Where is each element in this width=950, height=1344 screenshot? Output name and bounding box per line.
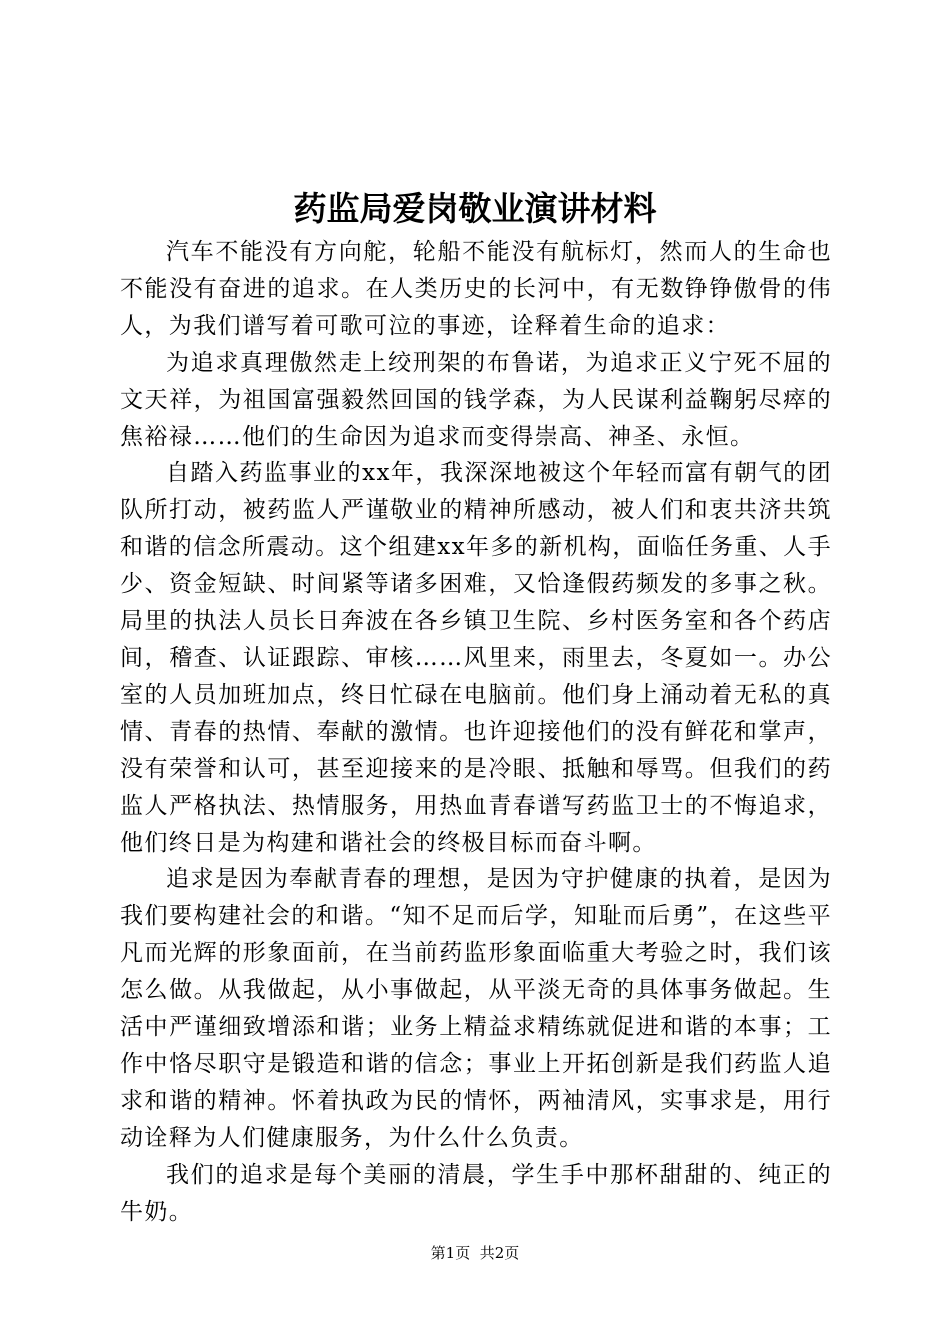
paragraph: 自踏入药监事业的xx年，我深深地被这个年轻而富有朝气的团队所打动，被药监人严谨敬业的精神所感动，被人们和衷共济共筑和谐的信念所震动。这个组建xx年多的新机构，面临任务重、人手少、资金短缺、时间紧等诸多困难，又恰逢假药频发的多事之秋。局里的执法人员长日奔波在各乡镇卫生院、乡村医务室和各个药店间，稽查、认证跟踪、审核……风里来，雨里去，冬夏如一。办公室的人员加班加点，终日忙碌在电脑前。他们身上涌动着无私的真情、青春的热情、奉献的激情。也许迎接他们的没有鲜花和掌声，没有荣誉和认可，甚至迎接来的是冷眼、抵触和辱骂。但我们的药监人严格执法、热情服务，用热血青春谱写药监卫士的不悔追求，他们终日是为构建和谐社会的终极目标而奋斗啊。 bbox=[120, 460, 832, 856]
paragraph: 我们的追求是每个美丽的清晨，学生手中那杯甜甜的、纯正的牛奶。 bbox=[120, 1161, 832, 1225]
document-body bbox=[120, 234, 832, 1230]
page-footer bbox=[0, 1243, 950, 1263]
paragraph: 追求是因为奉献青春的理想，是因为守护健康的执着，是因为我们要构建社会的和谐。“知不足而后学，知耻而后勇”，在这些平凡而光辉的形象面前，在当前药监形象面临重大考验之时，我们该怎么做。从我做起，从小事做起，从平淡无奇的具体事务做起。生活中严谨细致增添和谐；业务上精益求精练就促进和谐的本事；工作中恪尽职守是锻造和谐的信念；事业上开拓创新是我们药监人追求和谐的精神。怀着执政为民的情怀，两袖清风，实事求是，用行动诠释为人们健康服务，为什么什么负责。 bbox=[120, 866, 832, 1151]
paragraph: 汽车不能没有方向舵，轮船不能没有航标灯，然而人的生命也不能没有奋进的追求。在人类历史的长河中，有无数铮铮傲骨的伟人，为我们谱写着可歌可泣的事迹，诠释着生命的追求： bbox=[120, 239, 832, 339]
document-title: 药监局爱岗敬业演讲材料 bbox=[293, 189, 657, 228]
page-total: 共2页 bbox=[479, 1244, 520, 1262]
paragraph: 为追求真理傲然走上绞刑架的布鲁诺，为追求正义宁死不屈的文天祥，为祖国富强毅然回国的钱学森，为人民谋利益鞠躬尽瘁的焦裕禄……他们的生命因为追求而变得崇高、神圣、永恒。 bbox=[120, 349, 832, 450]
page-number: 第1页 bbox=[430, 1244, 471, 1262]
footer-separator bbox=[470, 1244, 480, 1262]
